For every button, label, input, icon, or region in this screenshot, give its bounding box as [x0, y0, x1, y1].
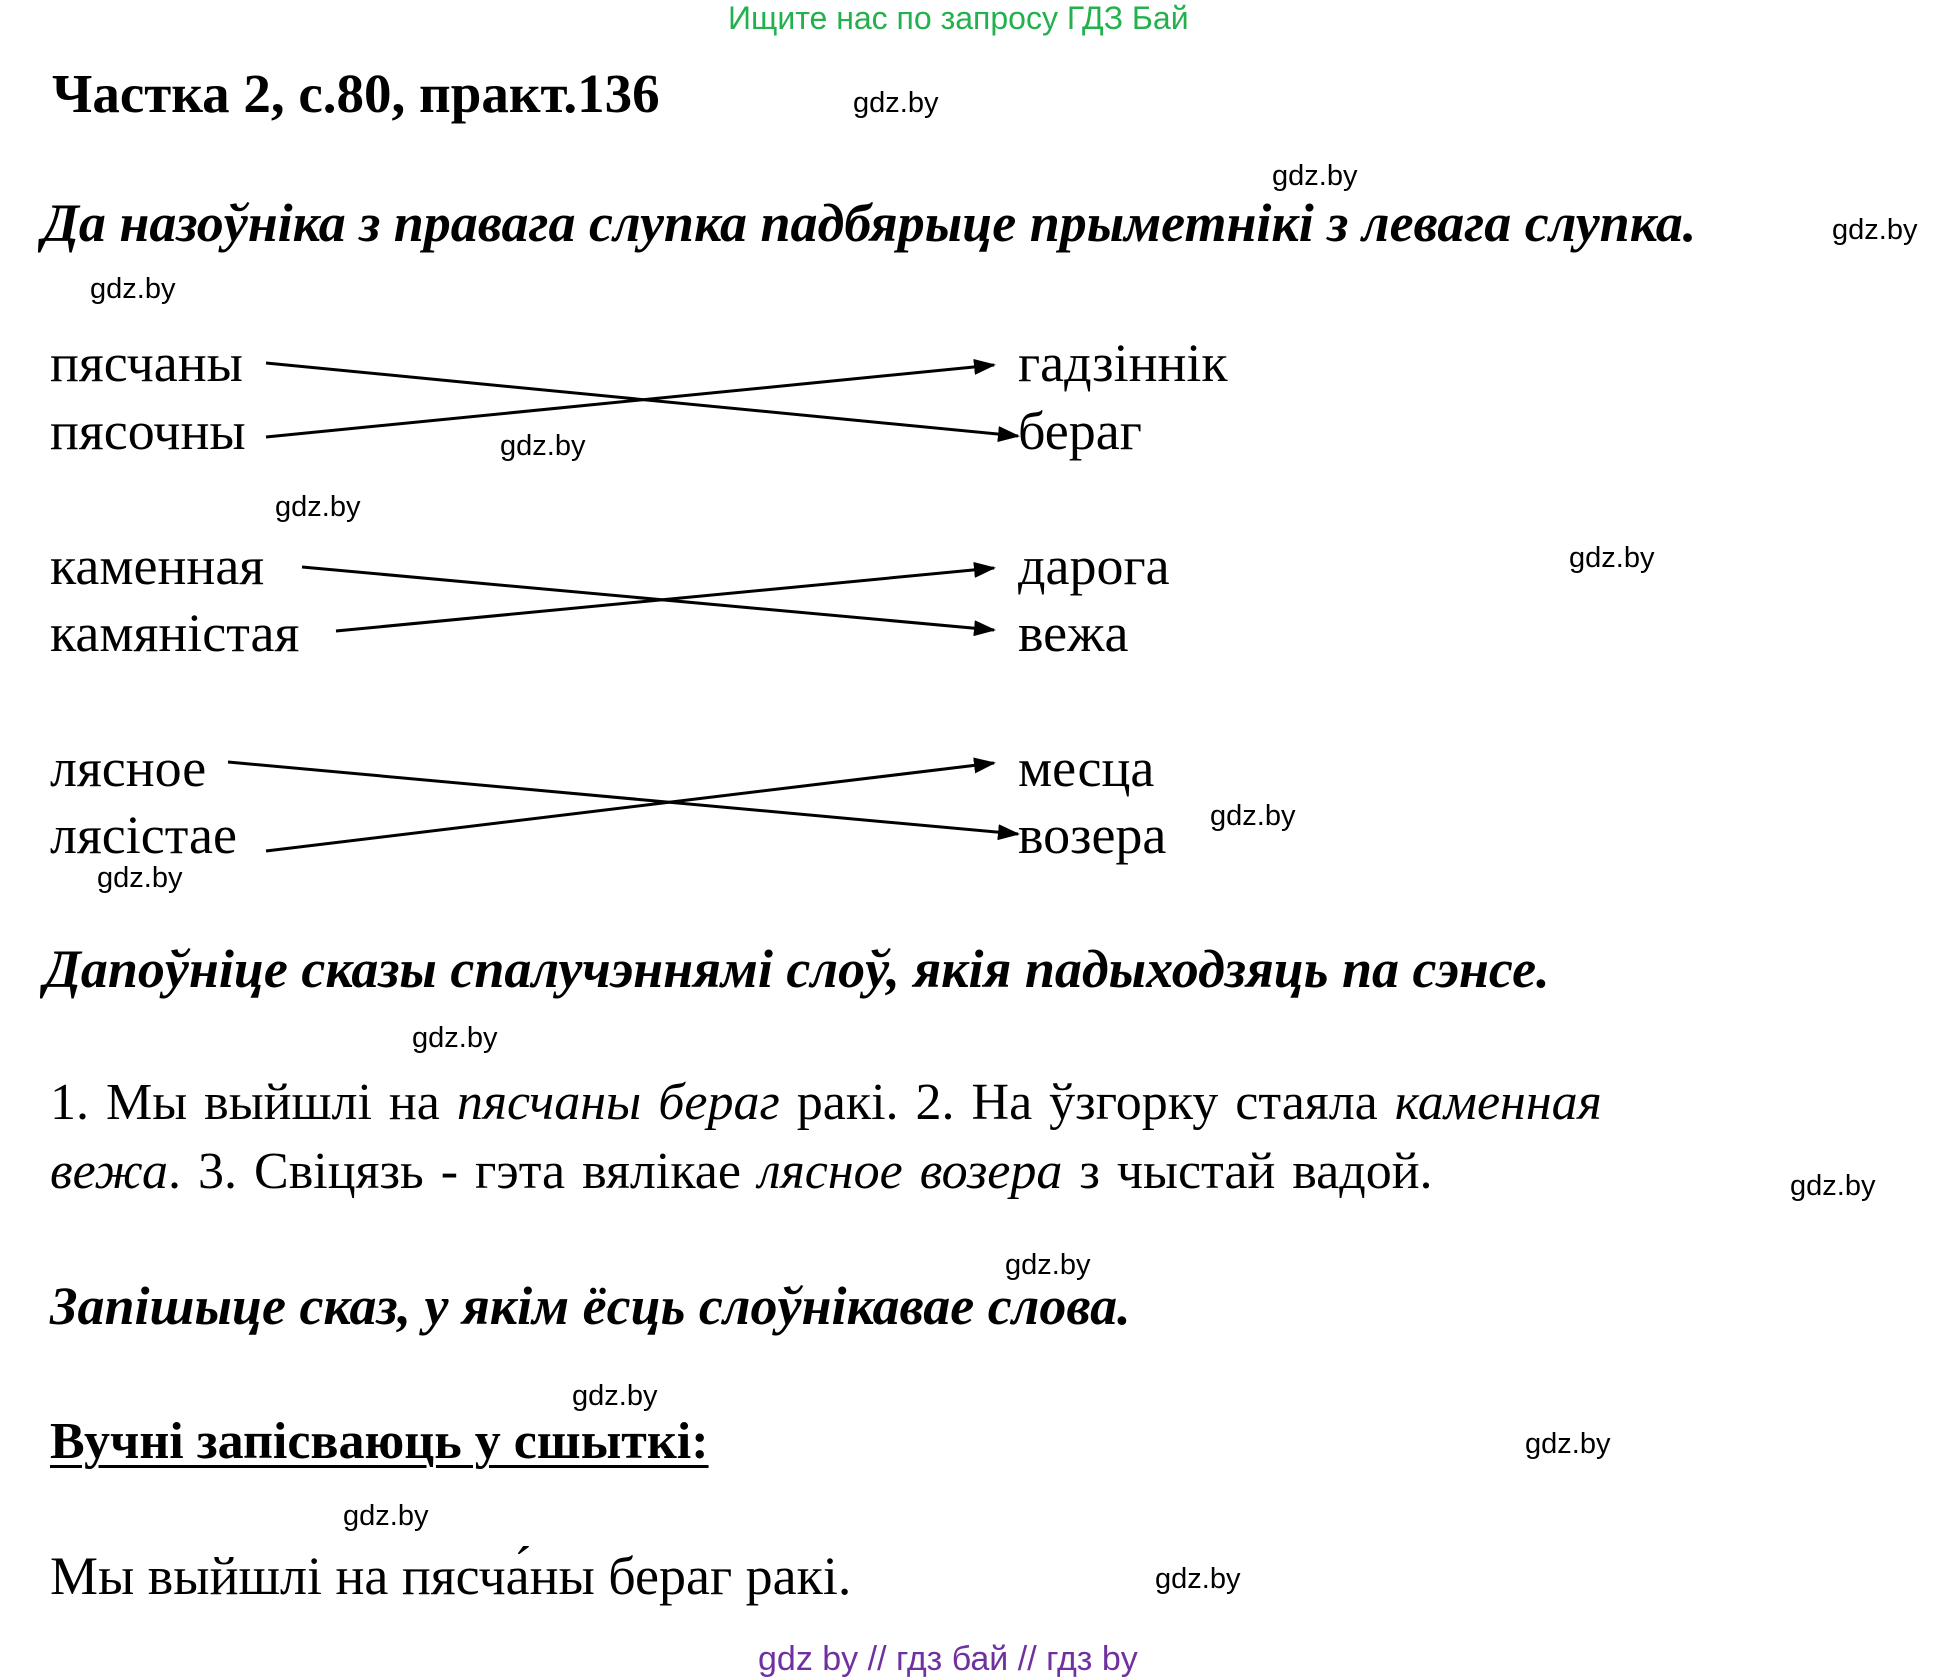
watermark: gdz.by: [90, 273, 176, 305]
page-title: Частка 2, с.80, практ.136: [52, 63, 660, 124]
watermark: gdz.by: [1569, 542, 1655, 574]
left-word: лясное: [50, 738, 207, 798]
sentence-answer: пясчаны бераг: [456, 1074, 780, 1131]
right-word: месца: [1018, 738, 1155, 798]
watermark: gdz.by: [1272, 160, 1358, 192]
watermark: gdz.by: [343, 1500, 429, 1532]
watermark: gdz.by: [1210, 800, 1296, 832]
watermark: gdz.by: [412, 1022, 498, 1054]
watermark: gdz.by: [275, 491, 361, 523]
footer-links[interactable]: gdz by // гдз бай // гдз by: [758, 1640, 1138, 1678]
sentence-answer: каменная: [1394, 1074, 1602, 1131]
right-word: бераг: [1018, 401, 1142, 461]
search-banner[interactable]: Ищите нас по запросу ГДЗ Бай: [728, 0, 1189, 36]
right-word: возера: [1018, 805, 1167, 865]
left-word: пясчаны: [50, 333, 243, 393]
task-3-heading: Запішыце сказ, у якім ёсць слоўнікавае слова.: [50, 1276, 1131, 1336]
sentence-text: ракі. 2. На ўзгорку стаяла: [779, 1074, 1395, 1131]
match-arrow: [266, 365, 994, 437]
watermark: gdz.by: [853, 87, 939, 119]
watermark: gdz.by: [572, 1380, 658, 1412]
left-word: лясістае: [50, 805, 237, 865]
sentence-text: 1. Мы выйшлі на: [50, 1074, 457, 1131]
left-word: каменная: [50, 536, 265, 596]
sentence-answer: вежа: [50, 1143, 169, 1200]
answer-sentence: Мы выйшлі на пясча́ны бераг ракі.: [50, 1546, 852, 1606]
watermark: gdz.by: [1790, 1170, 1876, 1202]
sentence-answer: лясное возера: [757, 1143, 1063, 1200]
watermark: gdz.by: [1155, 1563, 1241, 1595]
sentence-text: . 3. Свіцязь - гэта вялікае: [168, 1143, 758, 1200]
task-1-heading: Да назоўніка з правага слупка падбярыце прыметнікі з левага слупка.: [42, 193, 1697, 253]
left-word: камяністая: [50, 603, 300, 663]
watermark: gdz.by: [97, 862, 183, 894]
left-word: пясочны: [50, 401, 246, 461]
watermark: gdz.by: [500, 430, 586, 462]
task-2-heading: Дапоўніце сказы спалучэннямі слоў, якія падыходзяць па сэнсе.: [44, 939, 1550, 999]
right-word: дарога: [1018, 536, 1170, 596]
watermark: gdz.by: [1525, 1428, 1611, 1460]
watermark: gdz.by: [1832, 214, 1918, 246]
right-word: гадзіннік: [1018, 333, 1228, 393]
sentence-text: з чыстай вадой.: [1062, 1143, 1433, 1200]
notebook-subheading: Вучні запісваюць у сшыткі:: [50, 1413, 709, 1470]
right-word: вежа: [1018, 603, 1129, 663]
sentences-line-1: [50, 1073, 1602, 1132]
match-arrow: [228, 762, 1018, 834]
sentences-line-2: [50, 1142, 1433, 1201]
watermark: gdz.by: [1005, 1249, 1091, 1281]
